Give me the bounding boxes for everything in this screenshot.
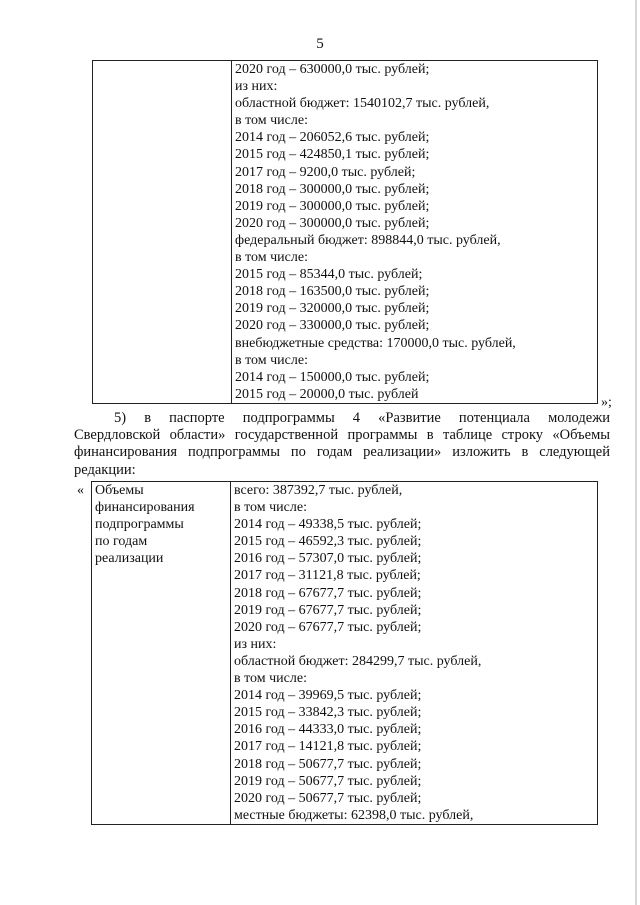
- text-line: 2019 год – 50677,7 тыс. рублей;: [234, 773, 422, 789]
- text-line: 2014 год – 150000,0 тыс. рублей;: [235, 369, 430, 385]
- text-line: из них:: [235, 79, 278, 95]
- text-line: областной бюджет: 1540102,7 тыс. рублей,: [235, 96, 490, 112]
- text-line: в том числе:: [235, 113, 308, 129]
- text-line: 2020 год – 300000,0 тыс. рублей;: [235, 215, 430, 231]
- text-line: по годам: [95, 534, 148, 550]
- text-line: внебюджетные средства: 170000,0 тыс. рублей,: [235, 335, 516, 351]
- text-line: 2018 год – 67677,7 тыс. рублей;: [234, 585, 422, 601]
- text-line: федеральный бюджет: 898844,0 тыс. рублей,: [235, 232, 501, 248]
- text-line: 2014 год – 49338,5 тыс. рублей;: [234, 517, 422, 533]
- text-line: 2015 год – 33842,3 тыс. рублей;: [234, 705, 422, 721]
- text-line: 2018 год – 163500,0 тыс. рублей;: [235, 284, 430, 300]
- paragraph-text: Свердловской области» государственной программы в таблице строку «Объемы финансирования подпрограммы по годам реализации» изложить в следующей редакции:: [74, 427, 610, 478]
- text-line: в том числе:: [234, 500, 307, 516]
- text-line: 2020 год – 67677,7 тыс. рублей;: [234, 619, 422, 635]
- text-line: финансирования: [95, 500, 195, 516]
- text-line: областной бюджет: 284299,7 тыс. рублей,: [234, 653, 482, 669]
- text-line: в том числе:: [234, 671, 307, 687]
- text-line: 2015 год – 46592,3 тыс. рублей;: [234, 534, 422, 550]
- table-row: [92, 482, 598, 825]
- text-line: 2019 год – 320000,0 тыс. рублей;: [235, 301, 430, 317]
- page-number: 5: [316, 36, 324, 52]
- text-line: в том числе:: [235, 250, 308, 266]
- text-line: 2020 год – 330000,0 тыс. рублей;: [235, 318, 430, 334]
- text-line: 2020 год – 50677,7 тыс. рублей;: [234, 790, 422, 806]
- text-line: 2016 год – 57307,0 тыс. рублей;: [234, 551, 422, 567]
- text-line: 2019 год – 67677,7 тыс. рублей;: [234, 602, 422, 618]
- table2-right-cell: [231, 482, 598, 825]
- table1-right-cell: [232, 61, 598, 404]
- text-line: 2017 год – 9200,0 тыс. рублей;: [235, 164, 416, 180]
- table-row: [93, 61, 598, 404]
- text-line: всего: 387392,7 тыс. рублей,: [234, 483, 403, 498]
- text-line: 2017 год – 31121,8 тыс. рублей;: [234, 568, 421, 584]
- funding-table-continued: [92, 60, 598, 404]
- text-line: 2015 год – 424850,1 тыс. рублей;: [235, 147, 430, 163]
- text-line: из них:: [234, 636, 277, 652]
- text-line: Объемы: [95, 483, 144, 498]
- text-line: 2015 год – 20000,0 тыс. рублей: [235, 386, 419, 402]
- table2-left-cell: [92, 482, 231, 825]
- text-line: подпрограммы: [95, 517, 184, 533]
- text-line: 2019 год – 300000,0 тыс. рублей;: [235, 198, 430, 214]
- text-line: 2017 год – 14121,8 тыс. рублей;: [234, 739, 422, 755]
- text-line: 2018 год – 50677,7 тыс. рублей;: [234, 756, 422, 772]
- text-line: местные бюджеты: 62398,0 тыс. рублей,: [234, 807, 474, 823]
- text-line: 2016 год – 44333,0 тыс. рублей;: [234, 722, 422, 738]
- text-line: 2020 год – 630000,0 тыс. рублей;: [235, 62, 430, 77]
- funding-table-subprogram-4: [91, 481, 598, 825]
- text-line: 2014 год – 206052,6 тыс. рублей;: [235, 130, 430, 146]
- scan-edge: [635, 0, 637, 905]
- text-line: реализации: [95, 551, 164, 567]
- text-line: 2015 год – 85344,0 тыс. рублей;: [235, 267, 423, 283]
- text-line: 2018 год – 300000,0 тыс. рублей;: [235, 181, 430, 197]
- text-line: 2014 год – 39969,5 тыс. рублей;: [234, 688, 422, 704]
- table1-left-cell: [93, 61, 232, 404]
- paragraph-first-line: 5) в паспорте подпрограммы 4 «Развитие потенциала молодежи: [114, 410, 610, 426]
- amendment-paragraph: [74, 410, 610, 479]
- closing-quote-mark: »;: [601, 395, 612, 410]
- opening-quote-mark: «: [77, 483, 84, 498]
- text-line: в том числе:: [235, 352, 308, 368]
